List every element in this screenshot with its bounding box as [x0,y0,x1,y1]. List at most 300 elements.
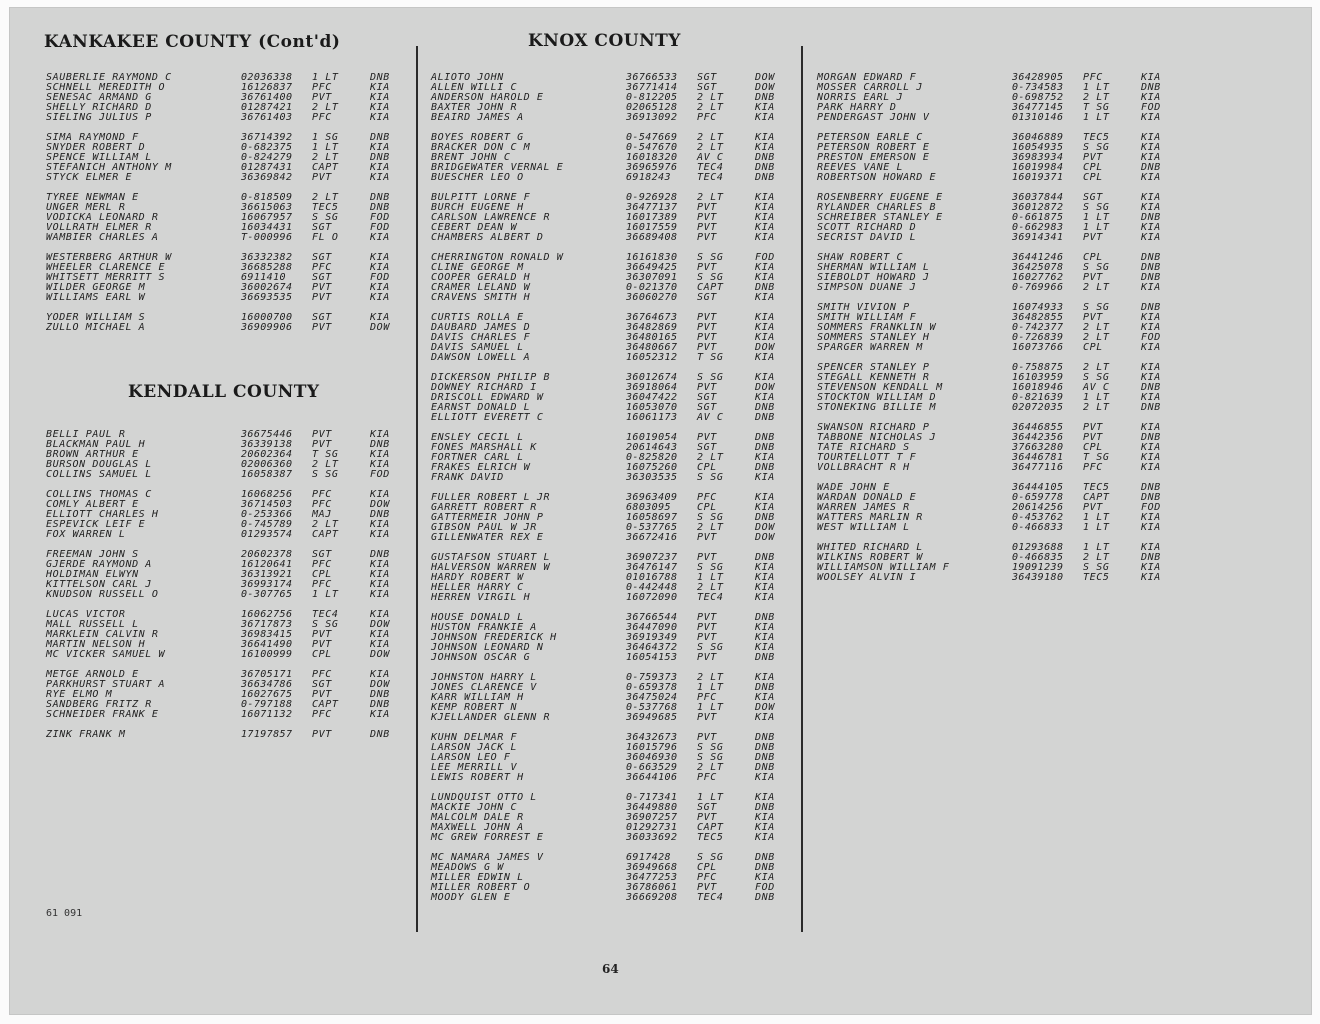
entry-name: MORGAN EDWARD F [817,72,917,83]
entry-name: FOX WARREN L [46,529,126,540]
entry-rank: 2 LT [697,582,724,593]
entry-status: KIA [370,629,390,640]
entry-rank: 1 SG [312,132,339,143]
entry-serial-number: 19091239 [1012,562,1064,573]
entry-rank: S SG [697,642,724,653]
entry-serial-number: 0-717341 [626,792,678,803]
entry-rank: S SG [697,512,724,523]
entry-serial-number: 01293688 [1012,542,1064,553]
entry-serial-number: 36965976 [626,162,678,173]
entry-name: HOLDIMAN ELWYN [46,569,139,580]
entry-serial-number: 16071132 [241,709,293,720]
entry-serial-number: 36002674 [241,282,293,293]
entry-name: WESTERBERG ARTHUR W [46,252,172,263]
entry-name: ROBERTSON HOWARD E [817,172,937,183]
entry-name: BROWN ARTHUR E [46,449,139,460]
entry-status: KIA [755,202,775,213]
entry-serial-number: 01310146 [1012,112,1064,123]
entry-rank: PVT [697,342,717,353]
entry-name: HERREN VIRGIL H [431,592,531,603]
entry-status: FOD [1141,102,1161,113]
entry-status: KIA [755,372,775,383]
entry-name: WILDER GEORGE M [46,282,146,293]
entry-name: MAXWELL JOHN A [431,822,524,833]
entry-status: DNB [1141,162,1161,173]
entry-rank: 2 LT [697,192,724,203]
entry-name: GATTERMEIR JOHN P [431,512,544,523]
entry-rank: CPL [1083,172,1103,183]
entry-name: WILLIAMSON WILLIAM F [817,562,950,573]
entry-serial-number: 0-662983 [1012,222,1064,233]
entry-serial-number: 16074933 [1012,302,1064,313]
entry-rank: PVT [1083,232,1103,243]
entry-status: KIA [1141,172,1161,183]
entry-name: PRESTON EMERSON E [817,152,930,163]
entry-name: GILLENWATER REX E [431,532,544,543]
entry-serial-number: 36771414 [626,82,678,93]
entry-rank: PVT [1083,432,1103,443]
entry-name: BRACKER DON C M [431,142,531,153]
entry-serial-number: 36983934 [1012,152,1064,163]
entry-status: KIA [755,572,775,583]
entry-serial-number: 36332382 [241,252,293,263]
entry-name: DICKERSON PHILIP B [431,372,551,383]
entry-status: KIA [755,622,775,633]
entry-serial-number: 16019054 [626,432,678,443]
entry-serial-number: 36919349 [626,632,678,643]
entry-rank: SGT [312,549,332,560]
entry-status: KIA [755,672,775,683]
entry-status: KIA [755,262,775,273]
entry-serial-number: 36303535 [626,472,678,483]
entry-status: DNB [755,752,775,763]
entry-status: KIA [755,642,775,653]
entry-serial-number: T-000996 [241,232,293,243]
entry-rank: PVT [312,439,332,450]
entry-name: MACKIE JOHN C [431,802,518,813]
entry-serial-number: 16072090 [626,592,678,603]
entry-name: FREEMAN JOHN S [46,549,139,560]
entry-status: KIA [755,112,775,123]
column-divider-left [416,46,418,932]
entry-serial-number: 36033692 [626,832,678,843]
entry-name: HOUSE DONALD L [431,612,524,623]
entry-rank: T SG [312,449,339,460]
entry-serial-number: 36482869 [626,322,678,333]
entry-status: DNB [755,652,775,663]
entry-name: SOMMERS FRANKLIN W [817,322,937,333]
entry-status: DNB [755,172,775,183]
entry-rank: PFC [697,872,717,883]
entry-name: TYREE NEWMAN E [46,192,139,203]
entry-serial-number: 0-745789 [241,519,293,530]
entry-name: MALL RUSSELL L [46,619,139,630]
entry-status: DNB [370,202,390,213]
entry-status: KIA [755,502,775,513]
entry-name: RYE ELMO M [46,689,113,700]
entry-serial-number: 37663280 [1012,442,1064,453]
entry-rank: S SG [697,852,724,863]
entry-status: KIA [755,582,775,593]
entry-serial-number: 36761403 [241,112,293,123]
entry-name: SMITH VIVION P [817,302,910,313]
entry-rank: CPL [1083,442,1103,453]
entry-name: STEGALL KENNETH R [817,372,930,383]
entry-serial-number: 20602378 [241,549,293,560]
entry-name: FONES MARSHALL K [431,442,537,453]
entry-serial-number: 36907257 [626,812,678,823]
entry-serial-number: 6911410 [241,272,286,283]
entry-status: DOW [370,499,390,510]
entry-name: VOLLRATH ELMER R [46,222,152,233]
entry-status: KIA [755,872,775,883]
entry-name: DAUBARD JAMES D [431,322,531,333]
entry-rank: PVT [312,172,332,183]
entry-serial-number: 0-759373 [626,672,678,683]
entry-status: KIA [755,712,775,723]
entry-rank: FL O [312,232,339,243]
entry-rank: 1 LT [1083,212,1110,223]
entry-name: BELLI PAUL R [46,429,126,440]
entry-status: KIA [1141,392,1161,403]
entry-status: DNB [370,699,390,710]
entry-status: KIA [1141,372,1161,383]
entry-rank: TEC5 [697,832,724,843]
entry-rank: CAPT [1083,492,1110,503]
entry-serial-number: 02006360 [241,459,293,470]
entry-status: KIA [370,529,390,540]
entry-status: DNB [755,552,775,563]
entry-status: DNB [755,762,775,773]
entry-serial-number: 36449880 [626,802,678,813]
entry-status: KIA [1141,282,1161,293]
entry-serial-number: 36444105 [1012,482,1064,493]
entry-name: CHERRINGTON RONALD W [431,252,564,263]
entry-serial-number: 0-742377 [1012,322,1064,333]
entry-rank: S SG [312,212,339,223]
entry-name: SAUBERLIE RAYMOND C [46,72,172,83]
entry-name: WOOLSEY ALVIN I [817,572,917,583]
entry-serial-number: 36441246 [1012,252,1064,263]
entry-serial-number: 20614643 [626,442,678,453]
entry-rank: TEC4 [312,609,339,620]
entry-rank: CPL [1083,162,1103,173]
entry-serial-number: 0-821639 [1012,392,1064,403]
entry-rank: 1 LT [1083,512,1110,523]
entry-name: JONES CLARENCE V [431,682,537,693]
entry-serial-number: 16019984 [1012,162,1064,173]
entry-status: KIA [370,232,390,243]
entry-status: DNB [1141,402,1161,413]
entry-name: DRISCOLL EDWARD W [431,392,544,403]
entry-serial-number: 01287431 [241,162,293,173]
entry-status: KIA [755,212,775,223]
entry-rank: CPL [1083,252,1103,263]
entry-name: BULPITT LORNE F [431,192,531,203]
entry-status: KIA [1141,92,1161,103]
entry-name: ALIOTO JOHN [431,72,504,83]
entry-rank: PVT [312,639,332,650]
entry-serial-number: 36477137 [626,202,678,213]
entry-name: WHITED RICHARD L [817,542,923,553]
entry-name: ENSLEY CECIL L [431,432,524,443]
entry-name: PARK HARRY D [817,102,897,113]
entry-name: LARSON LEO F [431,752,511,763]
entry-serial-number: 02065128 [626,102,678,113]
entry-rank: CPL [697,462,717,473]
entry-name: FRAKES ELRICH W [431,462,531,473]
entry-rank: PVT [697,202,717,213]
entry-serial-number: 16058387 [241,469,293,480]
entry-rank: PVT [697,552,717,563]
entry-rank: PVT [312,689,332,700]
entry-rank: TEC4 [697,172,724,183]
entry-rank: SGT [697,802,717,813]
entry-name: KUHN DELMAR F [431,732,518,743]
entry-serial-number: 16073766 [1012,342,1064,353]
entry-serial-number: 6917428 [626,852,671,863]
entry-name: SMITH WILLIAM F [817,312,917,323]
entry-rank: PVT [697,712,717,723]
entry-serial-number: 36615063 [241,202,293,213]
entry-rank: PVT [1083,502,1103,513]
entry-name: MALCOLM DALE R [431,812,524,823]
entry-rank: 1 LT [1083,112,1110,123]
entry-status: KIA [1141,152,1161,163]
entry-serial-number: 6918243 [626,172,671,183]
entry-serial-number: 36907237 [626,552,678,563]
entry-rank: AV C [697,152,724,163]
entry-rank: S SG [312,469,339,480]
entry-rank: 2 LT [312,519,339,530]
entry-status: KIA [1141,132,1161,143]
entry-rank: 1 LT [1083,222,1110,233]
entry-serial-number: 0-466835 [1012,552,1064,563]
entry-status: DNB [370,192,390,203]
entry-rank: 2 LT [697,92,724,103]
entry-rank: PVT [697,632,717,643]
entry-status: KIA [1141,192,1161,203]
heading-kendall: KENDALL COUNTY [128,382,320,402]
entry-status: DOW [755,72,775,83]
entry-name: TOURTELLOTT T F [817,452,917,463]
entry-serial-number: 36442356 [1012,432,1064,443]
entry-status: KIA [1141,322,1161,333]
entry-status: FOD [1141,332,1161,343]
entry-name: SOMMERS STANLEY H [817,332,930,343]
entry-name: BEAIRD JAMES A [431,112,524,123]
entry-name: SCOTT RICHARD D [817,222,917,233]
entry-serial-number: 0-698752 [1012,92,1064,103]
entry-status: DNB [1141,272,1161,283]
entry-status: KIA [370,669,390,680]
entry-name: LARSON JACK L [431,742,518,753]
entry-rank: PFC [697,112,717,123]
entry-name: WILKINS ROBERT W [817,552,923,563]
entry-rank: PVT [697,322,717,333]
entry-serial-number: 36307091 [626,272,678,283]
entry-rank: SGT [697,392,717,403]
entry-status: KIA [1141,202,1161,213]
entry-name: FULLER ROBERT L JR [431,492,551,503]
entry-status: KIA [755,692,775,703]
entry-rank: CPL [312,649,332,660]
entry-status: KIA [755,452,775,463]
entry-serial-number: 36766544 [626,612,678,623]
entry-status: KIA [370,252,390,263]
entry-name: WHITSETT MERRITT S [46,272,166,283]
entry-status: DNB [1141,212,1161,223]
entry-status: DNB [370,729,390,740]
entry-rank: SGT [697,402,717,413]
entry-serial-number: 16058697 [626,512,678,523]
entry-serial-number: 16000700 [241,312,293,323]
entry-rank: PVT [312,322,332,333]
entry-status: KIA [370,639,390,650]
entry-serial-number: 36717873 [241,619,293,630]
entry-status: KIA [755,772,775,783]
entry-rank: S SG [1083,202,1110,213]
entry-name: METGE ARNOLD E [46,669,139,680]
entry-rank: AV C [1083,382,1110,393]
entry-rank: PFC [312,112,332,123]
entry-status: DNB [755,92,775,103]
entry-status: KIA [370,102,390,113]
entry-serial-number: 02072035 [1012,402,1064,413]
entry-rank: CAPT [312,699,339,710]
entry-rank: S SG [1083,262,1110,273]
entry-name: HALVERSON WARREN W [431,562,551,573]
entry-name: BRIDGEWATER VERNAL E [431,162,564,173]
entry-rank: 2 LT [697,452,724,463]
entry-name: KJELLANDER GLENN R [431,712,551,723]
entry-serial-number: 36949668 [626,862,678,873]
entry-serial-number: 36641490 [241,639,293,650]
entry-serial-number: 36983415 [241,629,293,640]
entry-serial-number: 16018320 [626,152,678,163]
entry-rank: 2 LT [1083,332,1110,343]
entry-rank: PFC [1083,462,1103,473]
entry-rank: PVT [697,882,717,893]
entry-status: KIA [1141,312,1161,323]
entry-serial-number: 16075260 [626,462,678,473]
entry-serial-number: 16052312 [626,352,678,363]
entry-status: KIA [370,429,390,440]
entry-serial-number: 36675446 [241,429,293,440]
entry-rank: 2 LT [1083,92,1110,103]
entry-name: WHEELER CLARENCE E [46,262,166,273]
entry-serial-number: 0-253366 [241,509,293,520]
entry-serial-number: 36634786 [241,679,293,690]
entry-serial-number: 36685288 [241,262,293,273]
entry-serial-number: 36447090 [626,622,678,633]
entry-name: NORRIS EARL J [817,92,904,103]
entry-name: GARRETT ROBERT R [431,502,537,513]
entry-serial-number: 36446781 [1012,452,1064,463]
entry-name: SWANSON RICHARD P [817,422,930,433]
entry-rank: S SG [697,472,724,483]
entry-status: KIA [370,589,390,600]
entry-rank: T SG [1083,452,1110,463]
entry-serial-number: 16054935 [1012,142,1064,153]
entry-status: DNB [755,442,775,453]
entry-name: MEADOWS G W [431,862,504,873]
entry-rank: PVT [1083,272,1103,283]
entry-name: ROSENBERRY EUGENE E [817,192,943,203]
entry-status: KIA [370,579,390,590]
entry-name: ANDERSON HAROLD E [431,92,544,103]
entry-rank: 1 LT [312,142,339,153]
entry-rank: PVT [697,732,717,743]
entry-rank: PVT [697,212,717,223]
entry-serial-number: 16061173 [626,412,678,423]
entry-status: KIA [1141,452,1161,463]
entry-serial-number: 16100999 [241,649,293,660]
entry-status: KIA [1141,342,1161,353]
entry-rank: 1 LT [1083,392,1110,403]
entry-name: TABBONE NICHOLAS J [817,432,937,443]
entry-status: KIA [755,292,775,303]
entry-rank: 2 LT [1083,362,1110,373]
entry-serial-number: 0-734583 [1012,82,1064,93]
entry-rank: PVT [697,332,717,343]
entry-serial-number: 0-537768 [626,702,678,713]
heading-knox: KNOX COUNTY [528,31,681,51]
entry-status: DOW [370,322,390,333]
entry-status: DOW [755,532,775,543]
entry-name: BUESCHER LEO O [431,172,524,183]
entry-rank: 2 LT [312,102,339,113]
entry-serial-number: 36012674 [626,372,678,383]
entry-serial-number: 36993174 [241,579,293,590]
entry-rank: PFC [312,489,332,500]
entry-name: GUSTAFSON STUART L [431,552,551,563]
entry-name: MILLER ROBERT O [431,882,531,893]
entry-status: FOD [755,882,775,893]
entry-name: SPENCER STANLEY P [817,362,930,373]
entry-name: STYCK ELMER E [46,172,133,183]
entry-rank: S SG [1083,372,1110,383]
entry-rank: SGT [697,82,717,93]
entry-rank: PVT [312,429,332,440]
entry-name: BURCH EUGENE H [431,202,524,213]
entry-status: DNB [755,892,775,903]
entry-name: STEFANICH ANTHONY M [46,162,172,173]
entry-rank: PVT [697,382,717,393]
entry-rank: TEC5 [1083,572,1110,583]
entry-status: DNB [755,162,775,173]
entry-status: FOD [1141,502,1161,513]
entry-serial-number: 36672416 [626,532,678,543]
entry-rank: MAJ [312,509,332,520]
entry-name: JOHNSON OSCAR G [431,652,531,663]
entry-serial-number: 01287421 [241,102,293,113]
entry-status: KIA [1141,562,1161,573]
entry-serial-number: 36669208 [626,892,678,903]
entry-name: FRANK DAVID [431,472,504,483]
entry-status: KIA [755,192,775,203]
entry-rank: CPL [697,502,717,513]
entry-name: MARTIN NELSON H [46,639,146,650]
entry-rank: PVT [697,532,717,543]
entry-status: KIA [1141,222,1161,233]
entry-rank: PVT [697,222,717,233]
entry-status: DOW [755,342,775,353]
entry-serial-number: 36047422 [626,392,678,403]
entry-name: CURTIS ROLLA E [431,312,524,323]
entry-serial-number: 36913092 [626,112,678,123]
entry-rank: 2 LT [1083,552,1110,563]
